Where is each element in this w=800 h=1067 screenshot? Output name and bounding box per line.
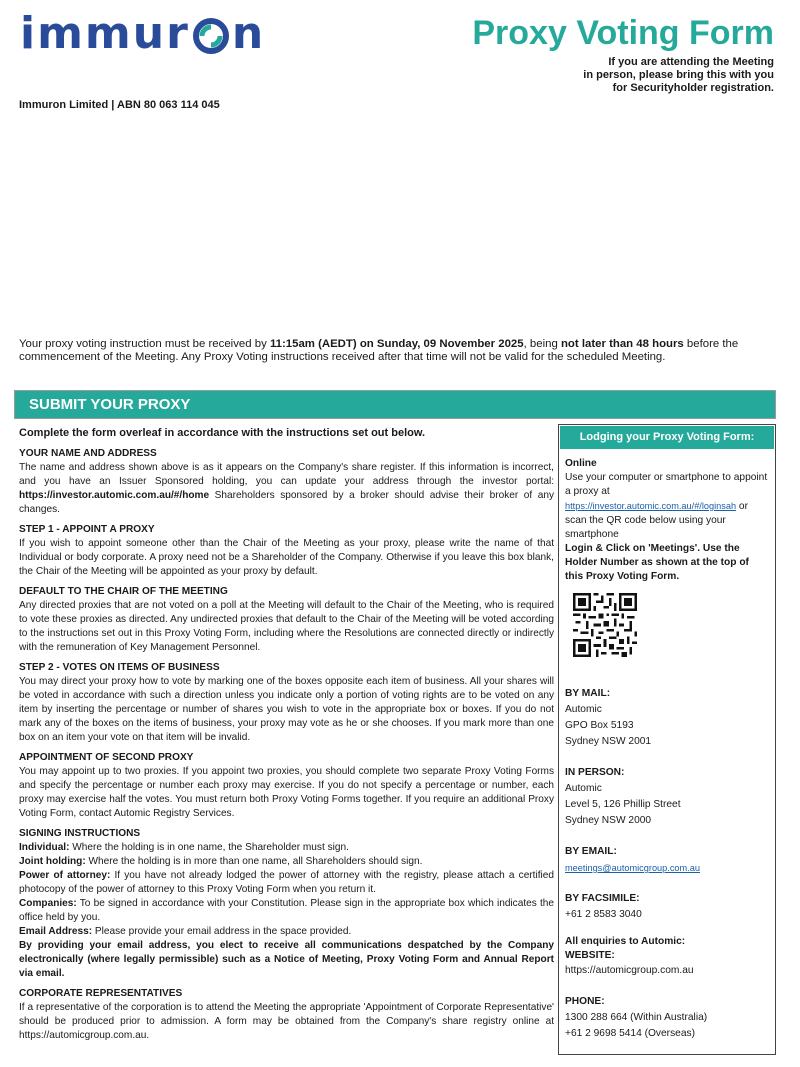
mail-heading: BY MAIL: bbox=[565, 688, 611, 699]
section-text-part: Shareholders sponsored by a broker should advise their broker of any changes. bbox=[19, 490, 554, 515]
phone-heading: PHONE: bbox=[565, 996, 605, 1007]
online-link-line bbox=[565, 499, 769, 542]
online-heading: Online bbox=[565, 458, 597, 469]
qr-code-icon[interactable] bbox=[573, 593, 637, 657]
attend-note-line: for Securityholder registration. bbox=[612, 82, 774, 94]
deadline-notice bbox=[19, 338, 779, 364]
investor-portal-link[interactable]: https://investor.automic.com.au/#/home bbox=[19, 490, 210, 501]
phone-australia: 1300 288 664 (Within Australia) bbox=[565, 1012, 708, 1023]
attend-note-line: If you are attending the Meeting bbox=[608, 56, 774, 68]
submit-proxy-title: SUBMIT YOUR PROXY bbox=[29, 396, 191, 413]
signing-label: Email Address: bbox=[19, 926, 93, 937]
signing-label: Individual: bbox=[19, 842, 70, 853]
form-title: Proxy Voting Form bbox=[472, 14, 774, 52]
deadline-text: before the commencement of the Meeting. Any Proxy Voting instructions received after that time will not be valid for the scheduled Meeting. bbox=[19, 338, 739, 363]
deadline-limit: not later than 48 hours bbox=[560, 338, 684, 350]
section-text: If a representative of the corporation is to attend the Meeting the appropriate 'Appointment of Corporate Representative' should be produced prior to admission. A form may be obtained from the Company's share registry online at https://automicgroup.com.au. bbox=[19, 1002, 554, 1041]
section-text-part: The name and address shown above is as it appears on the Company's share register. If this information is incorrect, and you have an Issuer Sponsored holding, you can update your address through the investor portal: bbox=[19, 462, 554, 487]
email-heading: BY EMAIL: bbox=[565, 846, 617, 857]
signing-label: Companies: bbox=[19, 898, 77, 909]
lodging-title: Lodging your Proxy Voting Form: bbox=[560, 426, 774, 449]
signing-joint bbox=[19, 855, 554, 869]
in-person-line: Sydney NSW 2000 bbox=[565, 815, 652, 826]
company-name-abn: Immuron Limited | ABN 80 063 114 045 bbox=[19, 99, 220, 111]
mail-line: Automic bbox=[565, 704, 602, 715]
signing-power-of-attorney bbox=[19, 869, 554, 897]
lodging-body bbox=[559, 450, 775, 1042]
logo-text-suffix: n bbox=[231, 8, 266, 59]
mail-line: GPO Box 5193 bbox=[565, 720, 634, 731]
signing-text: Where the holding is in one name, the Shareholder must sign. bbox=[69, 842, 349, 853]
instructions-lead: Complete the form overleaf in accordance with the instructions set out below. bbox=[19, 427, 426, 439]
section-heading: YOUR NAME AND ADDRESS bbox=[19, 448, 157, 459]
signing-text: Please provide your email address in the space provided. bbox=[92, 926, 352, 937]
deadline-time: 11:15am (AEDT) on Sunday, 09 November 2025 bbox=[269, 338, 524, 350]
signing-text: If you have not already lodged the power of attorney with the registry, please attach a certified photocopy of the power of attorney to this Proxy Voting Form when you return it. bbox=[19, 870, 554, 895]
email-address-link[interactable]: meetings@automicgroup.com.au bbox=[565, 863, 700, 873]
online-text: or scan the QR code below using your smartphone bbox=[565, 501, 748, 540]
section-text bbox=[19, 461, 554, 517]
company-logo bbox=[20, 8, 266, 59]
section-heading: STEP 1 - APPOINT A PROXY bbox=[19, 524, 155, 535]
signing-companies bbox=[19, 897, 554, 925]
fax-heading: BY FACSIMILE: bbox=[565, 893, 640, 904]
section-heading: STEP 2 - VOTES ON ITEMS OF BUSINESS bbox=[19, 662, 220, 673]
signing-text: To be signed in accordance with your Constitution. Please sign in the appropriate box which indicates the office held by you. bbox=[19, 898, 554, 923]
signing-label: Power of attorney: bbox=[19, 870, 111, 881]
lodging-box bbox=[558, 424, 776, 1055]
deadline-text: , being bbox=[523, 338, 561, 350]
email-consent: By providing your email address, you elect to receive all communications despatched by the Company electronically (where legally permissible) such as a Notice of Meeting, Proxy Voting Form and Annual Report via email. bbox=[19, 940, 554, 979]
investor-login-link[interactable]: https://investor.automic.com.au/#/loginsah bbox=[565, 501, 737, 511]
signing-individual bbox=[19, 841, 554, 855]
deadline-text: Your proxy voting instruction must be received by bbox=[19, 338, 270, 350]
online-instruction: Login & Click on 'Meetings'. Use the Holder Number as shown at the top of this Proxy Voting Form. bbox=[565, 543, 749, 582]
logo-swirl-icon bbox=[191, 14, 231, 54]
website-heading: WEBSITE: bbox=[565, 950, 615, 961]
enquiries-heading: All enquiries to Automic: bbox=[565, 936, 686, 947]
section-text: If you wish to appoint someone other than the Chair of the Meeting as your proxy, please write the name of that Individual or body corporate. A proxy need not be a Shareholder of the Company. Otherwise if you leave this box blank, the Chair of the Meeting will be appointed as your proxy by default. bbox=[19, 538, 554, 577]
section-text: You may direct your proxy how to vote by marking one of the boxes opposite each item of business. All your shares will be voted in accordance with such a direction unless you indicate only a portion of voting rights are to be voted on any item by inserting the percentage or number of shares you wish to vote in the appropriate box or boxes. If you do not mark any of the boxes on the items of business, your proxy may vote as he or she chooses. If you mark more than one box on an item your vote on that item will be invalid. bbox=[19, 676, 554, 743]
attend-note-line: in person, please bring this with you bbox=[583, 69, 774, 81]
in-person-line: Level 5, 126 Phillip Street bbox=[565, 799, 681, 810]
section-text: Any directed proxies that are not voted on a poll at the Meeting will default to the Chair of the Meeting, who is required to vote these proxies as directed. Any undirected proxies that default to the Chair of the Meeting will be voted according to the instructions set out in this Proxy Voting Form, including where the Resolutions are connected directly or indirectly with the remuneration of Key Management Personnel. bbox=[19, 600, 554, 653]
section-text: You may appoint up to two proxies. If you appoint two proxies, you should complete two separate Proxy Voting Forms and specify the percentage or number each proxy may exercise. If you do not specify a percentage or number, each proxy may exercise half the votes. You must return both Proxy Voting Forms together. If you require an additional Proxy Voting Form, contact Automic Registry Services. bbox=[19, 766, 554, 819]
section-heading: CORPORATE REPRESENTATIVES bbox=[19, 988, 183, 999]
signing-label: Joint holding: bbox=[19, 856, 86, 867]
submit-proxy-banner bbox=[14, 390, 776, 419]
section-heading: DEFAULT TO THE CHAIR OF THE MEETING bbox=[19, 586, 228, 597]
mail-line: Sydney NSW 2001 bbox=[565, 736, 652, 747]
in-person-heading: IN PERSON: bbox=[565, 767, 625, 778]
online-text: Use your computer or smartphone to appoint a proxy at bbox=[565, 472, 768, 497]
section-heading: APPOINTMENT OF SECOND PROXY bbox=[19, 752, 194, 763]
logo-text-prefix: immur bbox=[20, 8, 190, 59]
signing-email bbox=[19, 925, 554, 939]
section-heading: SIGNING INSTRUCTIONS bbox=[19, 828, 141, 839]
fax-number: +61 2 8583 3040 bbox=[565, 909, 642, 920]
website-link[interactable]: https://automicgroup.com.au bbox=[565, 965, 694, 976]
attend-note bbox=[514, 56, 774, 95]
in-person-line: Automic bbox=[565, 783, 602, 794]
signing-text: Where the holding is in more than one name, all Shareholders should sign. bbox=[85, 856, 423, 867]
instructions-column bbox=[19, 426, 554, 1049]
phone-overseas: +61 2 9698 5414 (Overseas) bbox=[565, 1028, 695, 1039]
